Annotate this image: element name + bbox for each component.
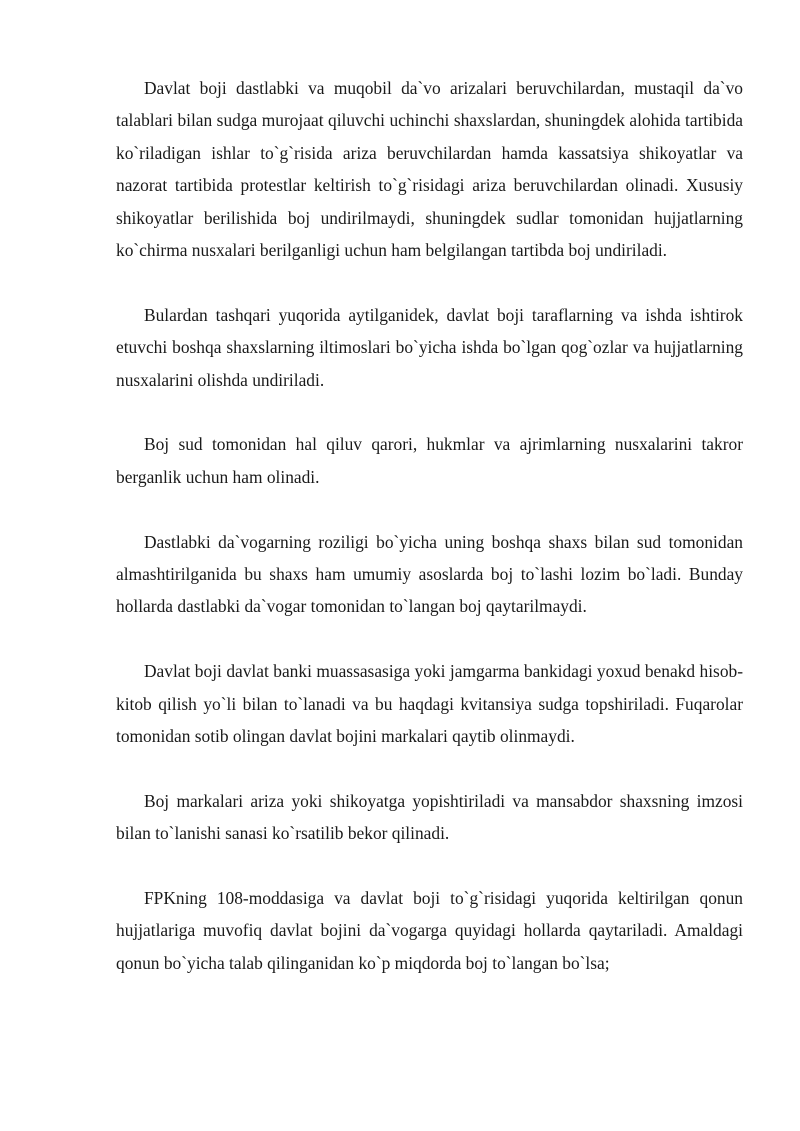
paragraph-plaintiff-replacement: Dastlabki da`vogarning roziligi bo`yicha uning boshqa shaxs bilan sud tomonidan almashtirilganida bu shaxs ham umumiy asoslarda boj to`lashi lozim bo`ladi. Bunday hollarda dastlabki da`vogar tomonidan to`langan boj qaytarilmaydi. [116, 531, 743, 617]
paragraph-state-fee-collection: Davlat boji dastlabki va muqobil da`vo arizalari beruvchilardan, mustaqil da`vo talablari bilan sudga murojaat qiluvchi uchinchi shaxslardan, shuningdek alohida tartibida ko`riladigan ishlar to`g`risida ariza beruvchilardan hamda kassatsiya shikoyatlar va nazorat tartibida protestlar keltirish to`g`risidagi ariza beruvchilardan olinadi. Xususiy shikoyatlar berilishida boj undirilmaydi, shuningdek sudlar tomonidan hujjatlarning ko`chirma nusxalari berilganligi uchun ham belgilangan tartibda boj undiriladi. [116, 78, 743, 261]
paragraph-fee-refund: FPKning 108-moddasiga va davlat boji to`g`risidagi yuqorida keltirilgan qonun hujjatlariga muvofiq davlat bojini da`vogarga quyidagi hollarda qaytariladi. Amaldagi qonun bo`yicha talab qilinganidan ko`p miqdorda boj to`langan bo`lsa; [116, 888, 743, 973]
document-page [116, 72, 743, 979]
paragraph-copies-fee: Bulardan tashqari yuqorida aytilganidek, davlat boji taraflarning va ishda ishtirok etuvchi boshqa shaxslarning iltimoslari bo`yicha ishda bo`lgan qog`ozlar va hujjatlarning nusxalarini olishda undiriladi. [116, 304, 743, 390]
paragraph-repeat-copies-fee: Boj sud tomonidan hal qiluv qarori, hukmlar va ajrimlarning nusxalarini takror berganlik uchun ham olinadi. [116, 434, 743, 487]
paragraph-fee-stamps: Boj markalari ariza yoki shikoyatga yopishtiriladi va mansabdor shaxsning imzosi bilan to`lanishi sanasi ko`rsatilib bekor qilinadi. [116, 790, 743, 844]
paragraph-payment-method: Davlat boji davlat banki muassasasiga yoki jamgarma bankidagi yoxud benakd hisob-kitob qilish yo`li bilan to`lanadi va bu haqdagi kvitansiya sudga topshiriladi. Fuqarolar tomonidan sotib olingan davlat bojini markalari qaytib olinmaydi. [116, 661, 743, 747]
